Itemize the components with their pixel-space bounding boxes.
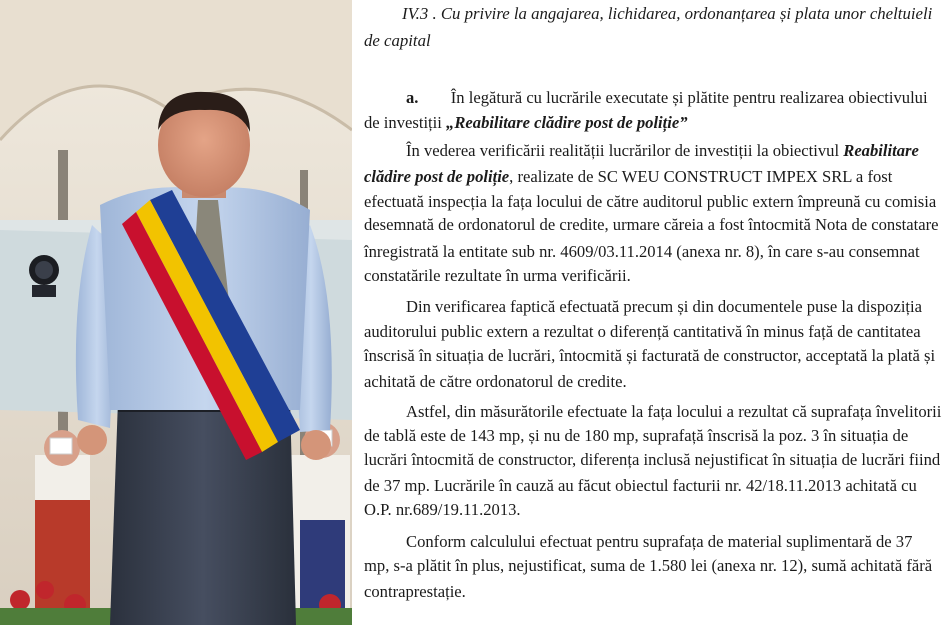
p2-line1: Din verificarea faptică efectuată precum și din documentele puse la dispoziția bbox=[406, 297, 923, 316]
p2-line3: înscrisă în situația de lucrări, întocmită și facturată de constructor, acceptată la plată și bbox=[364, 346, 936, 365]
p3-line5: O.P. nr.689/19.11.2013. bbox=[364, 500, 521, 519]
photo-illustration bbox=[0, 0, 352, 625]
item-intro-line1: În legătură cu lucrările executate și plătite pentru realizarea obiectivului bbox=[450, 88, 928, 107]
document-page bbox=[358, 0, 949, 625]
photo bbox=[0, 0, 352, 625]
p3-line3: lucrări întocmită de constructor, diferența inclusă nejustificat în situația de lucrări fiind bbox=[364, 450, 941, 469]
p2-line4: achitată de către ordonatorul de credite. bbox=[364, 372, 627, 391]
p3-line2: de tablă este de 143 mp, și nu de 180 mp, suprafață înscrisă la poz. 3 în situația de bbox=[364, 426, 909, 445]
p1-line4: desemnată de ordonatorul de credite, urmare căreia a fost întocmită Nota de constatare bbox=[364, 215, 939, 234]
item-marker: a. bbox=[406, 88, 419, 107]
p2-line2: auditorului public extern a rezultat o diferență cantitativă în minus față de cantitatea bbox=[364, 322, 921, 341]
p4-line1: Conform calculului efectuat pentru suprafața de material suplimentară de 37 bbox=[406, 532, 913, 551]
p4-line2: mp, s-a plătit în plus, nejustificat, suma de 1.580 lei (anexa nr. 12), sumă achitată fără bbox=[364, 556, 933, 575]
p3-line1: Astfel, din măsurătorile efectuate la fața locului a rezultat că suprafața învelitorii bbox=[406, 402, 942, 421]
p1-line1: În vederea verificării realității lucrărilor de investiții la obiectivul Reabilitare bbox=[406, 141, 919, 160]
item-intro bbox=[406, 86, 928, 109]
p1-line2: clădire post de poliție, realizate de SC WEU CONSTRUCT IMPEX SRL a fost bbox=[364, 167, 893, 186]
section-heading-line1: IV.3 . Cu privire la angajarea, lichidarea, ordonanțarea și plata unor cheltuieli bbox=[402, 4, 933, 23]
p1-line3: efectuată inspecția la fața locului de către auditorul public extern împreună cu comisia bbox=[364, 192, 937, 211]
item-intro-line2: de investiții „Reabilitare clădire post de poliție” bbox=[364, 113, 688, 132]
p1-line6: constatările rezultate în urma verificării. bbox=[364, 266, 631, 285]
section-heading-line2: de capital bbox=[364, 31, 431, 50]
p4-line3: contraprestație. bbox=[364, 582, 466, 601]
privacy-blur-left bbox=[50, 438, 72, 454]
p1-project-name-part2: clădire post de poliție bbox=[364, 167, 510, 186]
p1-line5: înregistrată la entitate sub nr. 4609/03.11.2014 (anexa nr. 8), în care s-au consemnat bbox=[364, 242, 920, 261]
project-name: „Reabilitare clădire post de poliție” bbox=[446, 113, 688, 132]
p1-project-name-part1: Reabilitare bbox=[843, 141, 919, 160]
p3-line4: de 37 mp. Lucrările în cauză au făcut obiectul facturii nr. 42/18.11.2013 achitată cu bbox=[364, 476, 917, 495]
